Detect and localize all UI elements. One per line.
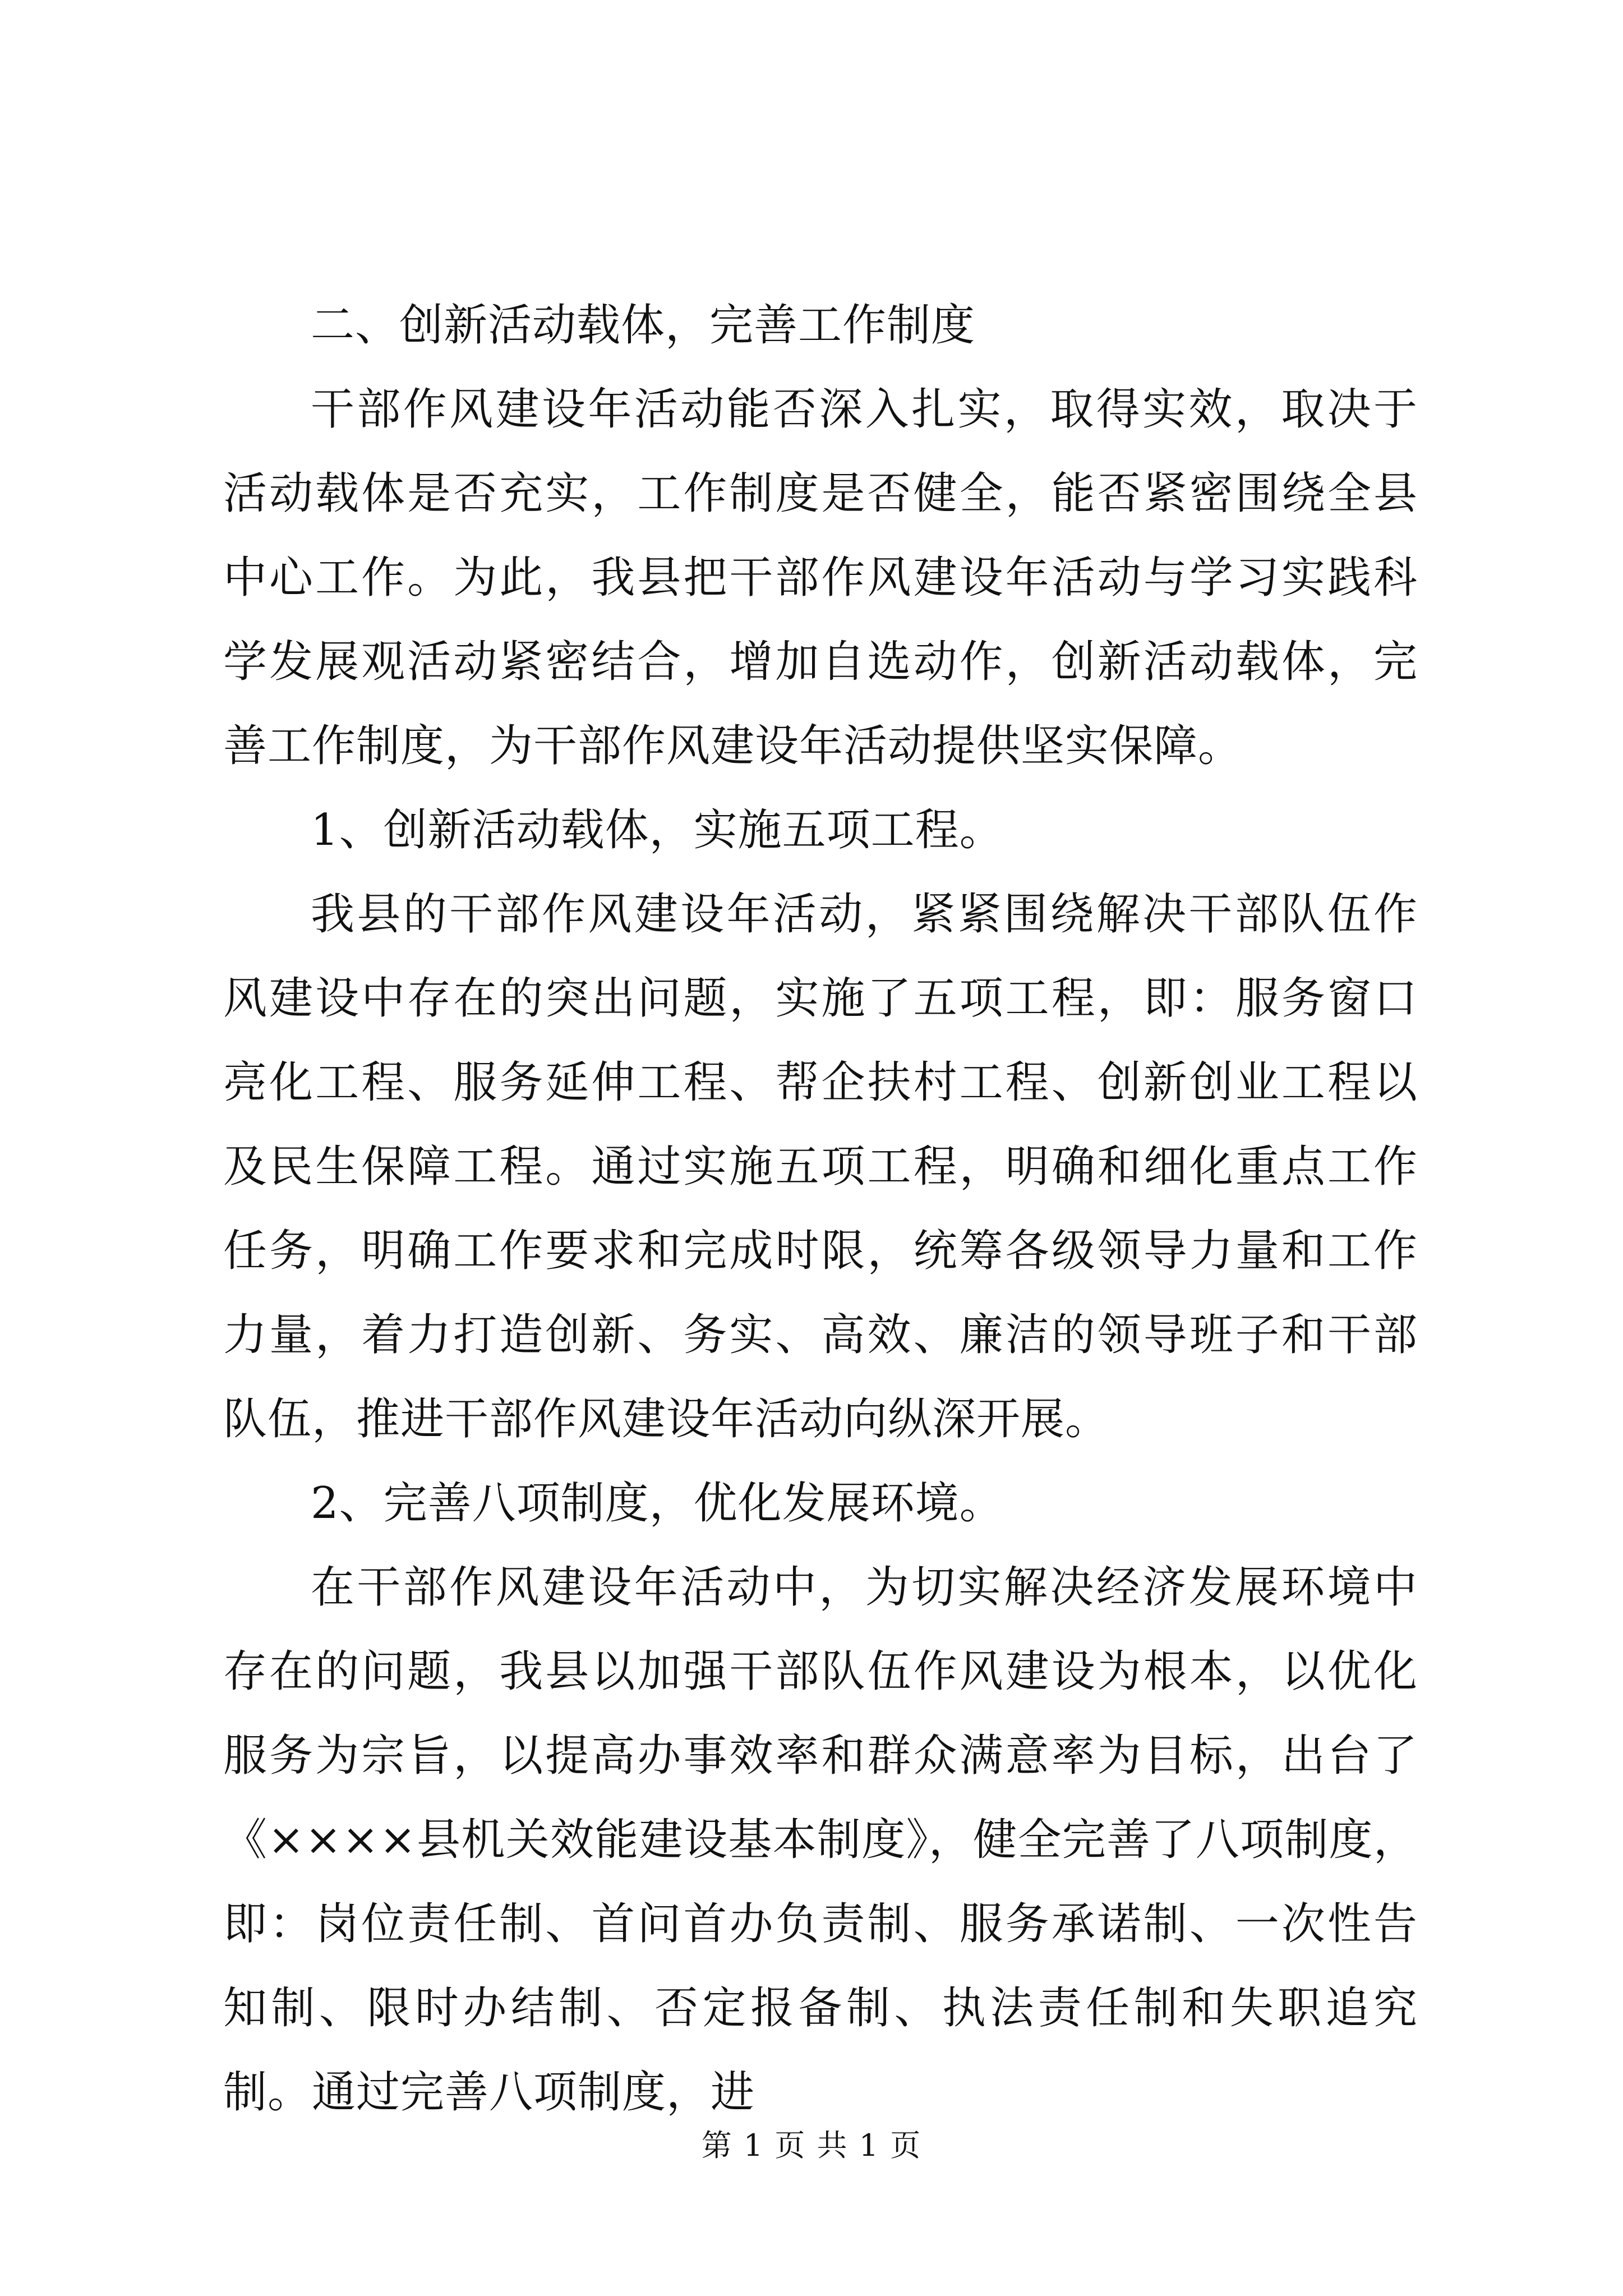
subsection-heading: 1、创新活动载体，实施五项工程。 — [311, 805, 1004, 855]
document-body — [223, 283, 1418, 2134]
section-heading: 二、创新活动载体，完善工作制度 — [311, 300, 976, 351]
subsection-heading: 2、完善八项制度，优化发展环境。 — [311, 1478, 1004, 1529]
body-paragraph: 在干部作风建设年活动中，为切实解决经济发展环境中存在的问题，我县以加强干部队伍作风建设为根本，以优化服务为宗旨，以提高办事效率和群众满意率为目标，出台了《××××县机关效能建设基本制度》，健全完善了八项制度，即：岗位责任制、首问首办负责制、服务承诺制、一次性告知制、限时办结制、否定报备制、执法责任制和失职追究制。通过完善八项制度，进 — [223, 1562, 1418, 2118]
body-paragraph: 干部作风建设年活动能否深入扎实，取得实效，取决于活动载体是否充实，工作制度是否健全，能否紧密围绕全县中心工作。为此，我县把干部作风建设年活动与学习实践科学发展观活动紧密结合，增加自选动作，创新活动载体，完善工作制度，为干部作风建设年活动提供坚实保障。 — [223, 384, 1418, 771]
body-paragraph: 我县的干部作风建设年活动，紧紧围绕解决干部队伍作风建设中存在的突出问题，实施了五项工程，即：服务窗口亮化工程、服务延伸工程、帮企扶村工程、创新创业工程以及民生保障工程。通过实施五项工程，明确和细化重点工作任务，明确工作要求和完成时限，统筹各级领导力量和工作力量，着力打造创新、务实、高效、廉洁的领导班子和干部队伍，推进干部作风建设年活动向纵深开展。 — [223, 889, 1418, 1444]
page-footer: 第 1 页 共 1 页 — [701, 2128, 922, 2163]
